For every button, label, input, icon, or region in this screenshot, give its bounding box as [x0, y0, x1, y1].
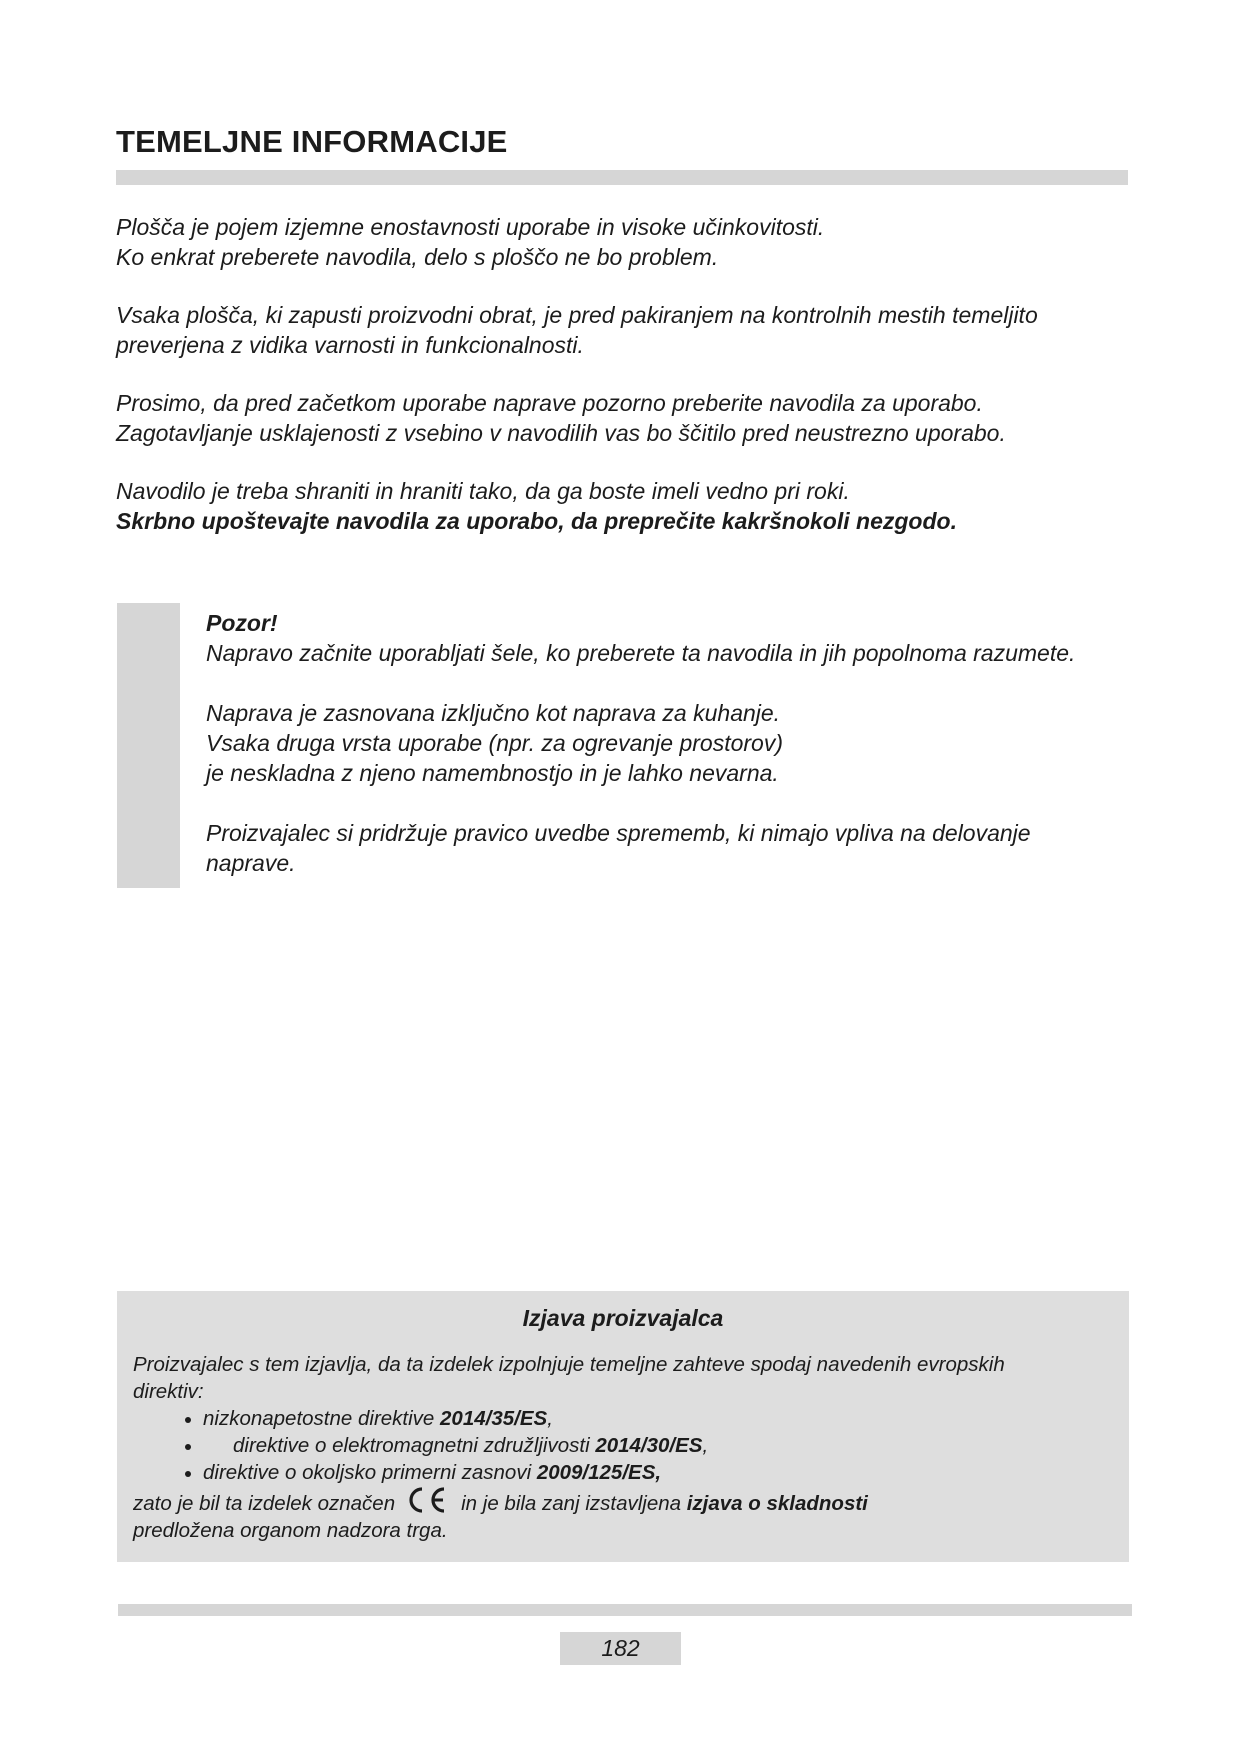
- footer-rule: [118, 1604, 1132, 1616]
- directive-text: nizkonapetostne direktive: [203, 1407, 441, 1430]
- intro-paragraph: [116, 300, 1126, 360]
- declaration-title: Izjava proizvajalca: [522, 1305, 724, 1331]
- directive-item: [185, 1459, 1113, 1486]
- declaration-closing: [133, 1486, 1113, 1544]
- text-line: Zagotavljanje usklajenosti z vsebino v navodilih vas bo ščitilo pred neustrezno uporabo.: [116, 420, 1006, 446]
- directive-tail: ,: [702, 1434, 709, 1457]
- ce-mark-icon: [405, 1486, 449, 1514]
- text-line: Vsaka plošča, ki zapusti proizvodni obrat, je pred pakiranjem na kontrolnih mestih temeljito: [116, 302, 1038, 328]
- warning-paragraph: [206, 818, 1166, 878]
- text-line: Navodilo je treba shraniti in hraniti tako, da ga boste imeli vedno pri roki.: [116, 478, 850, 504]
- text-line: in je bila zanj izstavljena: [461, 1492, 687, 1515]
- text-line: Ko enkrat preberete navodila, delo s ploščo ne bo problem.: [116, 244, 719, 270]
- text-line: Napravo začnite uporabljati šele, ko preberete ta navodila in jih popolnoma razumete.: [206, 640, 1076, 666]
- directive-list: [133, 1405, 1113, 1486]
- directive-item: [185, 1432, 1113, 1459]
- emphasis-line: Skrbno upoštevajte navodila za uporabo, da preprečite kakršnokoli nezgodo.: [116, 508, 957, 534]
- text-line: zato je bil ta izdelek označen: [133, 1492, 396, 1515]
- intro-paragraph: [116, 476, 1126, 536]
- declaration-intro: [133, 1351, 1113, 1405]
- text-line: naprave.: [206, 850, 296, 876]
- directive-code: 2009/125/ES,: [536, 1461, 662, 1484]
- intro-paragraph: [116, 212, 1126, 272]
- directive-item: [185, 1405, 1113, 1432]
- text-line: Plošča je pojem izjemne enostavnosti uporabe in visoke učinkovitosti.: [116, 214, 825, 240]
- text-line: Proizvajalec s tem izjavlja, da ta izdelek izpolnjuje temeljne zahteve spodaj navedenih evropskih: [133, 1353, 1005, 1376]
- directive-code: 2014/35/ES: [440, 1407, 548, 1430]
- warning-sidebar: [117, 603, 180, 888]
- intro-section: [116, 212, 1126, 564]
- text-line: Prosimo, da pred začetkom uporabe naprave pozorno preberite navodila za uporabo.: [116, 390, 983, 416]
- directive-code: 2014/30/ES: [595, 1434, 703, 1457]
- warning-paragraph: [206, 608, 1166, 668]
- page-number: 182: [560, 1632, 681, 1665]
- conformity-declaration-label: izjava o skladnosti: [686, 1492, 868, 1515]
- directive-tail: ,: [547, 1407, 553, 1430]
- header-rule: [116, 170, 1128, 185]
- text-line: Naprava je zasnovana izključno kot naprava za kuhanje.: [206, 700, 781, 726]
- warning-box: [206, 608, 1166, 908]
- intro-paragraph: [116, 388, 1126, 448]
- text-line: Proizvajalec si pridržuje pravico uvedbe sprememb, ki nimajo vpliva na delovanje: [206, 820, 1031, 846]
- page-title: TEMELJNE INFORMACIJE: [116, 124, 508, 159]
- text-line: Vsaka druga vrsta uporabe (npr. za ogrevanje prostorov): [206, 730, 784, 756]
- warning-heading: Pozor!: [206, 610, 278, 636]
- text-line: preverjena z vidika varnosti in funkcionalnosti.: [116, 332, 584, 358]
- manufacturer-declaration: [117, 1291, 1129, 1562]
- directive-text: direktive o elektromagnetni združljivosti: [233, 1434, 596, 1457]
- warning-paragraph: [206, 698, 1166, 788]
- text-line: predložena organom nadzora trga.: [133, 1519, 448, 1542]
- directive-text: direktive o okoljsko primerni zasnovi: [203, 1461, 537, 1484]
- text-line: direktiv:: [133, 1380, 204, 1403]
- text-line: je neskladna z njeno namembnostjo in je lahko nevarna.: [206, 760, 779, 786]
